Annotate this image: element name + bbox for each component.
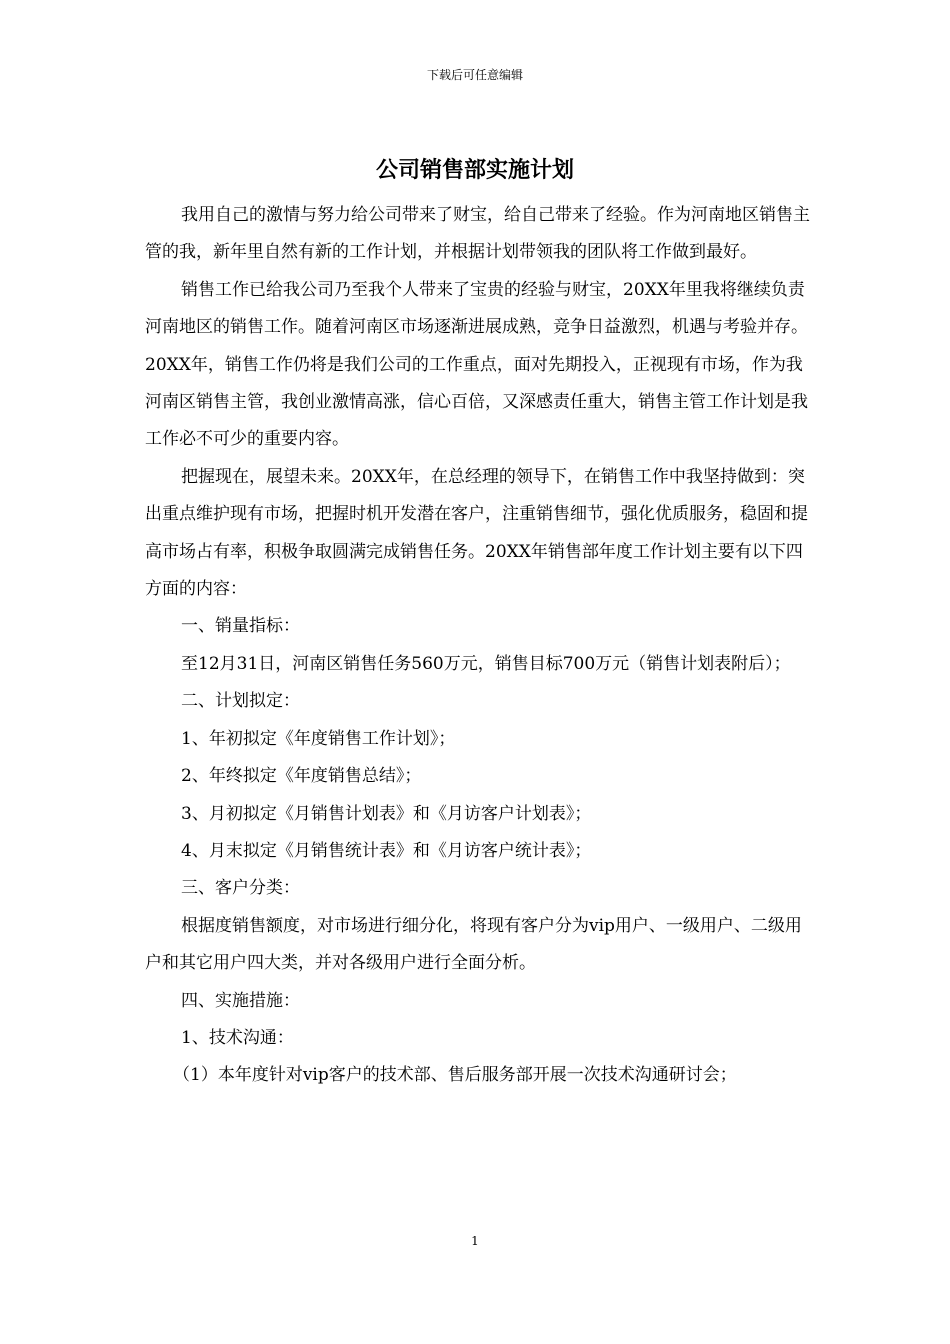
planning-item: 1、年初拟定《年度销售工作计划》； bbox=[181, 728, 456, 749]
document-title: 公司销售部实施计划 bbox=[375, 157, 574, 183]
planning-item: 4、月末拟定《月销售统计表》和《月访客户统计表》； bbox=[181, 840, 592, 861]
planning-item: 3、月初拟定《月销售计划表》和《月访客户计划表》； bbox=[181, 803, 592, 824]
outlook-paragraph: 把握现在，展望未来。20XX年，在总经理的领导下，在销售工作中我坚持做到：突出重点维护现有市场，把握时机开发潜在客户，注重销售细节，强化优质服务，稳固和提高市场占有率，积极争取圆满完成销售任务。20XX年销售部年度工作计划主要有以下四方面的内容： bbox=[145, 466, 808, 600]
planning-item: 2、年终拟定《年度销售总结》； bbox=[181, 766, 422, 787]
page-header: 下载后可任意编辑 bbox=[426, 68, 523, 82]
section-heading-planning: 二、计划拟定： bbox=[181, 691, 300, 712]
section-heading-customer-classification: 三、客户分类： bbox=[181, 878, 300, 899]
implementation-subheading: 1、技术沟通： bbox=[181, 1027, 294, 1048]
sales-work-paragraph: 销售工作已给我公司乃至我个人带来了宝贵的经验与财宝，20XX年里我将继续负责河南地区的销售工作。随着河南区市场逐渐进展成熟，竞争日益激烈，机遇与考验并存。20XX年，销售工作仍将是我们公司的工作重点，面对先期投入，正视现有市场，作为我河南区销售主管，我创业激情高涨，信心百倍，又深感责任重大，销售主管工作计划是我工作必不可少的重要内容。 bbox=[145, 279, 808, 450]
sales-targets-text: 至12月31日，河南区销售任务560万元，销售目标700万元（销售计划表附后）； bbox=[181, 653, 791, 674]
implementation-item: （1）本年度针对vip客户的技术部、售后服务部开展一次技术沟通研讨会； bbox=[173, 1065, 737, 1086]
intro-paragraph: 我用自己的激情与努力给公司带来了财宝，给自己带来了经验。作为河南地区销售主管的我，新年里自然有新的工作计划，并根据计划带领我的团队将工作做到最好。 bbox=[145, 205, 810, 263]
customer-classification-text: 根据度销售额度，对市场进行细分化，将现有客户分为vip用户、一级用户、二级用户和其它用户四大类，并对各级用户进行全面分析。 bbox=[145, 915, 802, 974]
section-heading-implementation: 四、实施措施： bbox=[181, 990, 300, 1011]
section-heading-sales-targets: 一、销量指标： bbox=[181, 616, 300, 637]
document-body bbox=[145, 197, 811, 1095]
page-number: 1 bbox=[471, 1234, 479, 1248]
